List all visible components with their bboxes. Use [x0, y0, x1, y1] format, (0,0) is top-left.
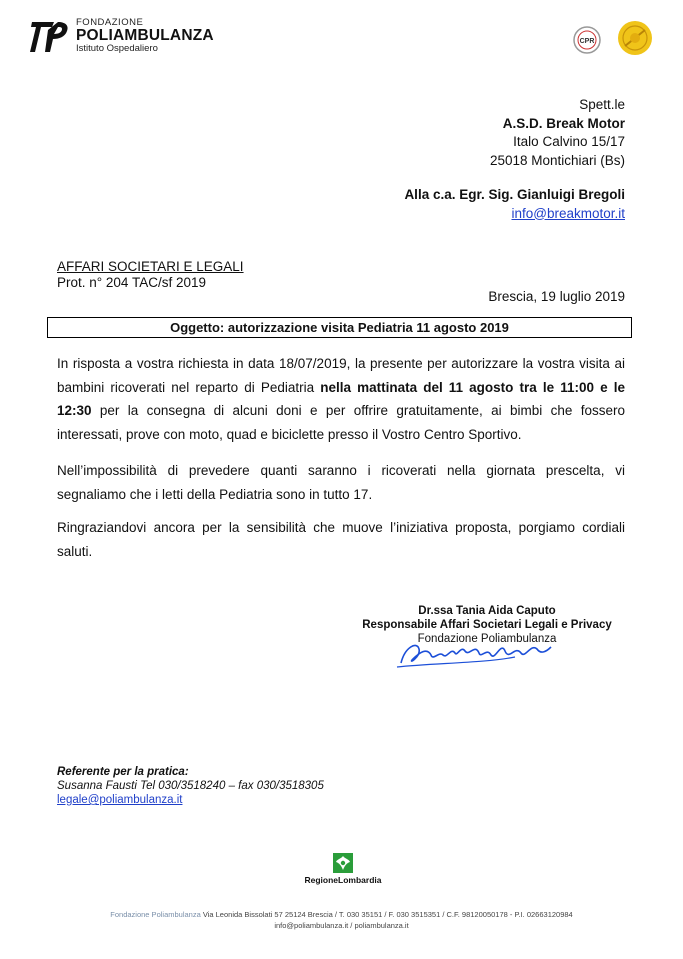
subject-box: Oggetto: autorizzazione visita Pediatria 11 agosto 2019	[47, 317, 632, 338]
date-line: Brescia, 19 luglio 2019	[488, 289, 625, 304]
signer-org: Fondazione Poliambulanza	[417, 633, 557, 645]
recipient-company: A.S.D. Break Motor	[502, 115, 625, 131]
reference-email-link[interactable]: legale@poliambulanza.it	[57, 794, 183, 806]
recipient-email-link[interactable]: info@breakmotor.it	[511, 205, 625, 221]
protocol-number: Prot. n° 204 TAC/sf 2019	[57, 275, 206, 290]
signer-role: Responsabile Affari Societari Legali e Privacy	[362, 619, 612, 631]
footer-address: Via Leonida Bissolati 57 25124 Brescia / T. 030 35151 / F. 030 3515351 / C.F. 98120050178 - P.I. 02663120984	[200, 910, 573, 919]
body-paragraph-3: Ringraziandovi ancora per la sensibilità che muove l’iniziativa proposta, porgiamo cordiali saluti.	[57, 520, 625, 559]
regione-lombardia-logo-icon	[333, 853, 353, 873]
p1-text-b: per la consegna di alcuni doni e per offrire gratuitamente, ai bimbi che fossero interessati, prove con moto, quad e biciclette presso il Vostro Centro Sportivo.	[57, 403, 625, 442]
poliambulanza-logo-text	[76, 18, 214, 54]
logo-main-text: POLIAMBULANZA	[76, 26, 214, 44]
recipient-street: Italo Calvino 15/17	[513, 134, 625, 149]
body-paragraph-1	[57, 352, 625, 446]
poliambulanza-logo-mark	[30, 18, 70, 54]
p1-text-a: In risposta a vostra richiesta in data 18/07/2019, la presente per autorizzare la vostra visita ai bambini ricoverati nel reparto di Pediatria	[57, 356, 625, 395]
cpr-label: CPR	[579, 38, 595, 45]
department-title: AFFARI SOCIETARI E LEGALI	[57, 259, 244, 274]
p1-text-bold: nella mattinata del 11 agosto tra le 11:00 e le 12:30	[57, 379, 625, 418]
quality-seal-icon	[617, 20, 653, 56]
recipient-block	[404, 96, 625, 223]
reference-block	[57, 765, 324, 807]
office-block	[57, 259, 244, 291]
regione-lombardia-label: RegioneLombardia	[304, 875, 382, 885]
footer-web[interactable]: poliambulanza.it	[354, 921, 409, 930]
footer-email[interactable]: info@poliambulanza.it	[274, 921, 349, 930]
footer-org: Fondazione Poliambulanza	[110, 910, 201, 919]
recipient-attention: Alla c.a. Egr. Sig. Gianluigi Bregoli	[404, 187, 625, 202]
signer-name: Dr.ssa Tania Aida Caputo	[418, 605, 556, 617]
footer: Fondazione Poliambulanza Via Leonida Bissolati 57 25124 Brescia / T. 030 35151 / F. 030 3515351 / C.F. 98120050178 - P.I. 02663120984 info@poliambulanza.it / poliambulanza.it	[110, 910, 573, 930]
logo-sup-text: FONDAZIONE	[76, 17, 144, 28]
handwritten-signature	[395, 633, 555, 671]
reference-contact: Susanna Fausti Tel 030/3518240 – fax 030/3518305	[57, 780, 324, 792]
logo-sub-text: Istituto Ospedaliero	[76, 43, 158, 55]
body-paragraph-2: Nell’impossibilità di prevedere quanti saranno i ricoverati nella giornata prescelta, vi segnaliamo che i letti della Pediatria sono in tutto 17.	[57, 463, 625, 502]
cpr-certification-icon	[572, 25, 602, 55]
recipient-salutation: Spett.le	[579, 97, 625, 112]
recipient-city: 25018 Montichiari (Bs)	[489, 152, 625, 168]
reference-heading: Referente per la pratica:	[57, 766, 189, 778]
